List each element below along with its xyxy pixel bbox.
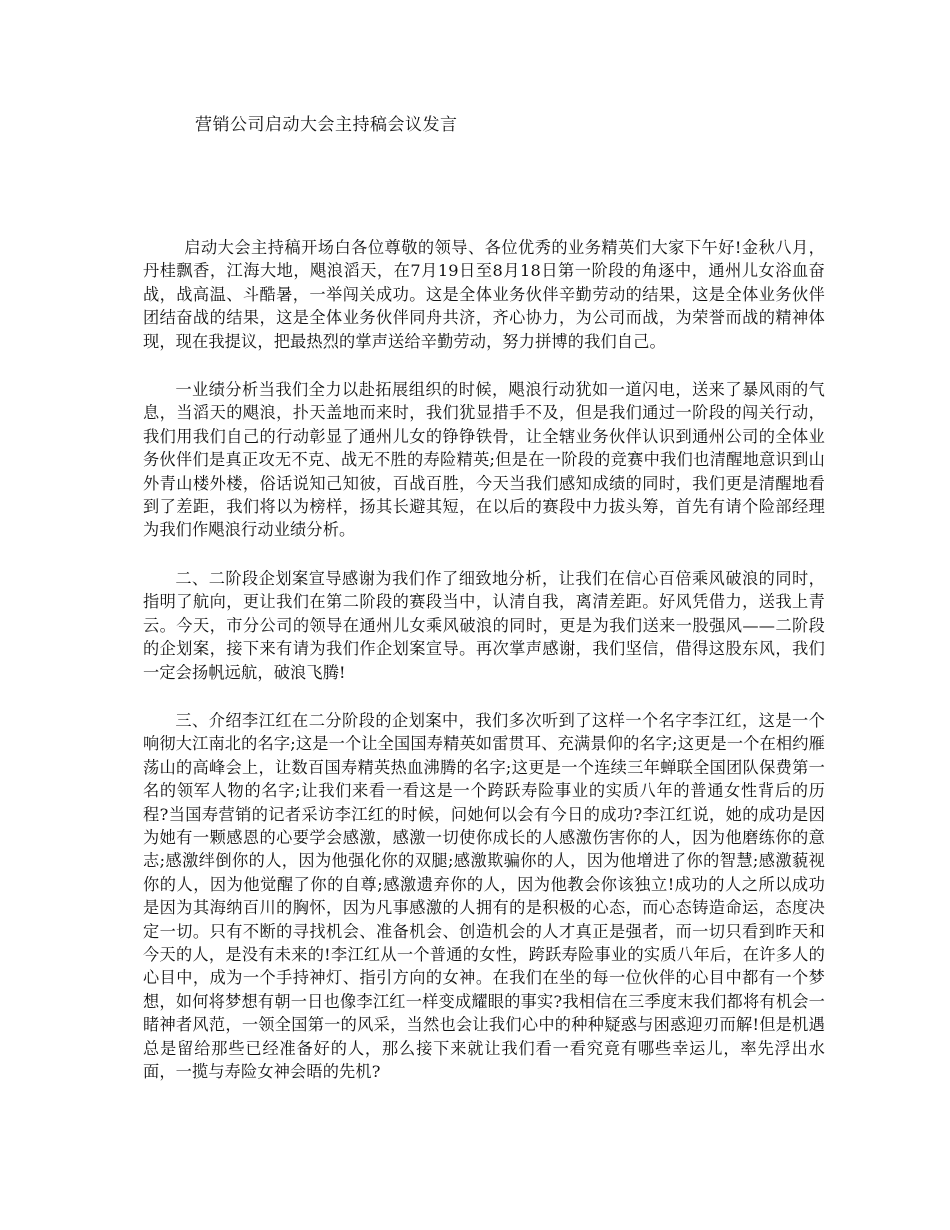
document-title: 营销公司启动大会主持稿会议发言: [195, 115, 458, 135]
document-body: [143, 236, 825, 1108]
paragraph-introduce-li-jianghong: 三、介绍李江红在二分阶段的企划案中，我们多次听到了这样一个名字李江红，这是一个响彻大江南北的名字;这是一个让全国国寿精英如雷贯耳、充满景仰的名字;这更是一个在相约雁荡山的高峰会上，让数百国寿精英热血沸腾的名字;这更是一个连续三年蝉联全国团队保费第一名的领军人物的名字;让我们来看一看这是一个跨跃寿险事业的实质八年的普通女性背后的历程?当国寿营销的记者采访李江红的时候，问她何以会有今日的成功?李江红说，她的成功是因为她有一颗感恩的心要学会感激，感激一切使你成长的人感激伤害你的人，因为他磨练你的意志;感激绊倒你的人，因为他强化你的双腿;感激欺骗你的人，因为他增进了你的智慧;感激藐视你的人，因为他觉醒了你的自尊;感激遗弃你的人，因为他教会你该独立!成功的人之所以成功是因为其海纳百川的胸怀，因为凡事感激的人拥有的是积极的心态，而心态铸造命运，态度决定一切。只有不断的寻找机会、准备机会、创造机会的人才真正是强者，而一切只看到昨天和今天的人，是没有未来的!李江红从一个普通的女性，跨跃寿险事业的实质八年后，在许多人的心目中，成为一个手持神灯、指引方向的女神。在我们在坐的每一位伙伴的心目中都有一个梦想，如何将梦想有朝一日也像李江红一样变成耀眼的事实?我相信在三季度末我们都将有机会一睹神者风范，一领全国第一的风采，当然也会让我们心中的种种疑惑与困惑迎刃而解!但是机遇总是留给那些已经准备好的人，那么接下来就让我们看一看究竟有哪些幸运儿，率先浮出水面，一揽与寿险女神会晤的先机?: [143, 710, 825, 1081]
paragraph-stage-two-plan: 二、二阶段企划案宣导感谢为我们作了细致地分析，让我们在信心百倍乘风破浪的同时，指明了航向，更让我们在第二阶段的赛段当中，认清自我，离清差距。好风凭借力，送我上青云。今天，市分公司的领导在通州儿女乘风破浪的同时，更是为我们送来一股强风——二阶段的企划案，接下来有请为我们作企划案宣导。再次掌声感谢，我们坚信，借得这股东风，我们一定会扬帆远航，破浪飞腾!: [143, 568, 825, 682]
paragraph-opening: 启动大会主持稿开场白各位尊敬的领导、各位优秀的业务精英们大家下午好!金秋八月，丹桂飘香，江海大地，飓浪滔天，在7月19日至8月18日第一阶段的角逐中，通州儿女浴血奋战，战高温、斗酷暑，一举闯关成功。这是全体业务伙伴辛勤劳动的结果，这是全体业务伙伴团结奋战的结果，这是全体业务伙伴同舟共济，齐心协力，为公司而战，为荣誉而战的精神体现，现在我提议，把最热烈的掌声送给辛勤劳动，努力拼博的我们自己。: [143, 238, 825, 351]
paragraph-performance-analysis: 一业绩分析当我们全力以赴拓展组织的时候，飓浪行动犹如一道闪电，送来了暴风雨的气息，当滔天的飓浪，扑天盖地而来时，我们犹显措手不及，但是我们通过一阶段的闯关行动，我们用我们自己的行动彰显了通州儿女的铮铮铁骨，让全辖业务伙伴认识到通州公司的全体业务伙伴们是真正攻无不克、战无不胜的寿险精英;但是在一阶段的竞赛中我们也清醒地意识到山外青山楼外楼，俗话说知己知彼，百战百胜，今天当我们感知成绩的同时，我们更是清醒地看到了差距，我们将以为榜样，扬其长避其短，在以后的赛段中力拔头筹，首先有请个险部经理为我们作飓浪行动业绩分析。: [143, 380, 825, 540]
